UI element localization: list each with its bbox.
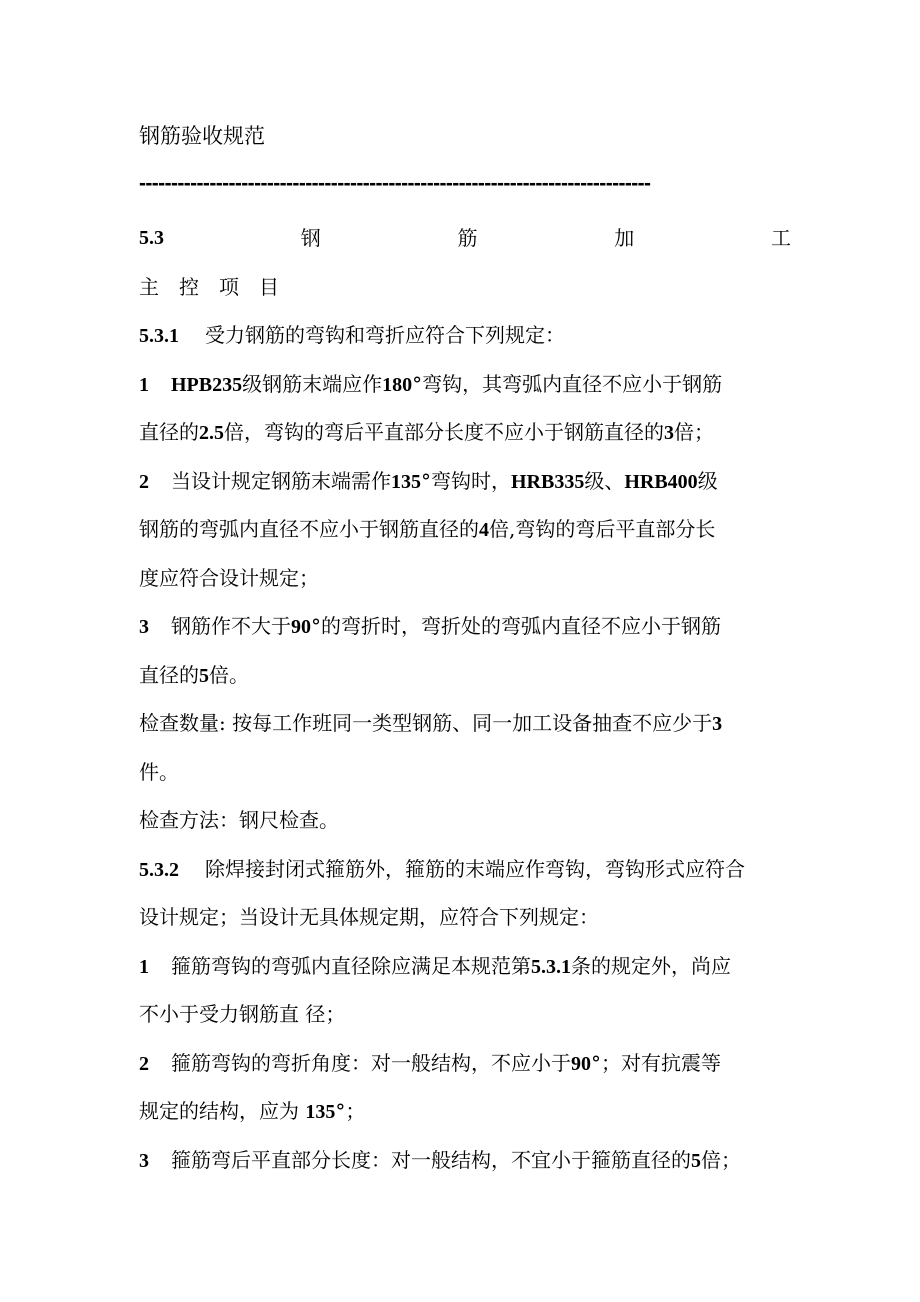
section-title-char: 工 (771, 226, 791, 250)
value-span: 90 (291, 616, 311, 638)
paragraph-line (139, 505, 791, 554)
paragraph-line (139, 990, 791, 1039)
clause-number: 5.3.2 (139, 858, 179, 881)
item-number: 1 (139, 955, 149, 978)
clause-text: 受力钢筋的弯钩和弯折应符合下列规定： (205, 323, 565, 347)
paragraph-line (139, 360, 791, 409)
paragraph-line (139, 1136, 791, 1185)
main-items-heading: 主控项目 (139, 274, 299, 299)
section-heading (139, 214, 791, 263)
inspection-method-line (139, 796, 791, 845)
paragraph-line (139, 554, 791, 603)
value-span: 90 (571, 1052, 591, 1075)
text-span: 倍，弯钩的弯后平直部分长度不应小于钢筋直径的 (224, 420, 664, 444)
paragraph-line (139, 408, 791, 457)
text-span: 检查数量: 按每工作班同一类型钢筋、同一加工设备抽查不应少于 (139, 711, 713, 735)
text-span: °弯钩，其弯弧内直径不应小于钢筋 (412, 371, 723, 396)
section-title-char: 加 (614, 226, 635, 250)
text-span: 不小于受力钢筋直 径； (139, 1002, 346, 1026)
text-span: 检查方法：钢尺检查。 (139, 808, 339, 832)
text-span: °的弯折时，弯折处的弯弧内直径不应小于钢筋 (311, 614, 721, 638)
paragraph-line (139, 748, 791, 797)
value-span: 3 (712, 713, 723, 735)
section-number: 5.3 (139, 227, 164, 249)
value-span: 5.3.1 (531, 955, 571, 978)
text-span: 级 (697, 468, 718, 493)
value-span: 3 (664, 422, 674, 444)
clause-5-3-2 (139, 845, 791, 894)
item-number: 3 (139, 1149, 149, 1172)
paragraph-line (139, 1087, 791, 1136)
paragraph-line (139, 602, 791, 651)
document-title: 钢筋验收规范 (139, 124, 265, 148)
separator-line: -------------------------------------------------------------------------------- (139, 172, 651, 195)
item-number: 2 (139, 1052, 149, 1075)
text-span: 箍筋弯钩的弯弧内直径除应满足本规范第 (171, 953, 531, 978)
value-span: 135 (391, 470, 421, 493)
value-span: 4 (479, 519, 489, 541)
paragraph-line (139, 1039, 791, 1088)
steel-grade: HRB400 (624, 470, 698, 493)
text-span: 度应符合设计规定； (139, 565, 319, 590)
paragraph-line (139, 457, 791, 506)
text-span: 钢筋作不大于 (171, 614, 291, 638)
text-span: 当设计规定钢筋末端需作 (171, 468, 391, 493)
paragraph-line (139, 942, 791, 991)
value-span: 5 (199, 664, 209, 687)
item-number: 3 (139, 616, 149, 638)
clause-5-3-1 (139, 311, 791, 360)
item-number: 1 (139, 373, 149, 396)
text-span: 直径的 (139, 420, 199, 444)
text-span: 倍,弯钩的弯后平直部分长 (489, 517, 716, 541)
text-span: 条的规定外，尚应 (571, 953, 731, 978)
section-title-char: 钢 (300, 226, 321, 250)
text-span: 倍。 (209, 662, 249, 687)
value-span: 135 (305, 1101, 336, 1123)
steel-grade: HPB235 (171, 373, 243, 396)
text-span: 设计规定；当设计无具体规定期，应符合下列规定： (139, 905, 599, 929)
clause-number: 5.3.1 (139, 325, 179, 347)
value-span: 5 (691, 1149, 701, 1172)
text-span: 箍筋弯后平直部分长度：对一般结构，不宜小于箍筋直径的 (171, 1147, 691, 1172)
value-span: 2.5 (199, 422, 224, 444)
paragraph-line (139, 893, 791, 942)
text-span: °弯钩时， (421, 468, 511, 493)
text-span: 倍； (701, 1147, 741, 1172)
section-title-char: 筋 (457, 226, 478, 250)
clause-text: 除焊接封闭式箍筋外，箍筋的末端应作弯钩，弯钩形式应符合 (205, 856, 745, 881)
text-span: 倍； (674, 420, 714, 444)
text-span: 直径的 (139, 662, 199, 687)
value-span: 180 (382, 373, 413, 396)
text-span: °；对有抗震等 (591, 1050, 721, 1075)
steel-grade: HRB335 (511, 470, 585, 493)
text-span: 级钢筋末端应作 (242, 371, 383, 396)
item-number: 2 (139, 470, 149, 493)
paragraph-line (139, 651, 791, 700)
text-span: 钢筋的弯弧内直径不应小于钢筋直径的 (139, 517, 479, 541)
text-span: 件。 (139, 759, 179, 784)
inspection-quantity-line (139, 699, 791, 748)
text-span: °； (335, 1099, 366, 1123)
text-span: 箍筋弯钩的弯折角度：对一般结构，不应小于 (171, 1050, 571, 1075)
text-span: 级、 (584, 468, 625, 493)
document-body (139, 214, 791, 1184)
text-span: 规定的结构，应为 (139, 1099, 306, 1123)
